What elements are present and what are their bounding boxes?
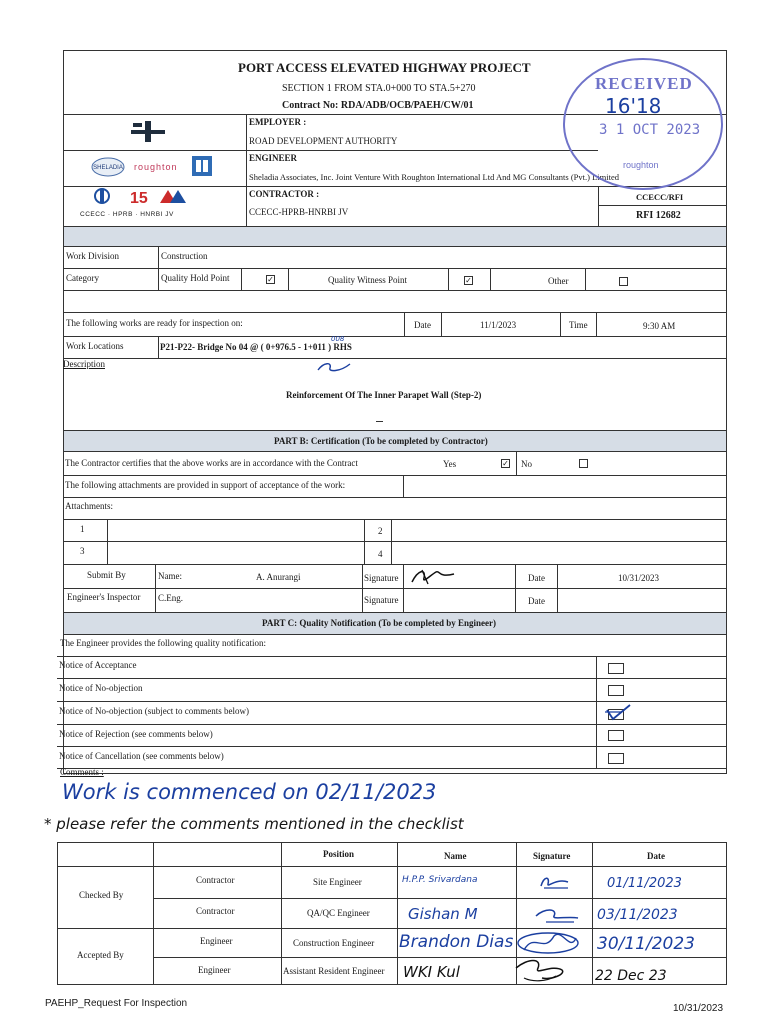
yes-label: Yes: [443, 459, 457, 469]
inspection-date: 11/1/2023: [480, 320, 517, 330]
checkmark-icon: [602, 702, 632, 722]
yes-checkbox[interactable]: ✓: [502, 459, 509, 468]
row3-date: 30/11/2023: [597, 934, 695, 954]
inspector-name: C.Eng.: [158, 593, 184, 603]
submit-date: 10/31/2023: [618, 573, 660, 583]
submit-by-label: Submit By: [87, 570, 126, 580]
section-text: SECTION 1 FROM STA.0+000 TO STA.5+270: [282, 83, 476, 94]
row1-signature: [538, 872, 572, 892]
checked-by-label: Checked By: [79, 890, 124, 900]
employer-label: EMPLOYER :: [249, 117, 307, 127]
received-stamp: [563, 58, 723, 190]
comment-line-2: * please refer the comments mentioned in the checklist: [44, 815, 464, 833]
row4-position: Assistant Resident Engineer: [283, 966, 385, 976]
footer-date: 10/31/2023: [673, 1003, 724, 1014]
engineer-label: ENGINEER: [249, 153, 298, 163]
inspection-time: 9:30 AM: [643, 321, 676, 331]
stamp-received-text: RECEIVED: [595, 74, 693, 93]
work-description: Reinforcement Of The Inner Parapet Wall (Step-2): [286, 390, 482, 400]
row1-party: Contractor: [196, 875, 235, 885]
inspection-date-label: Date: [414, 320, 431, 330]
row4-signature: [512, 958, 568, 984]
accepted-by-label: Accepted By: [77, 950, 124, 960]
attachment-number-1: 1: [80, 524, 85, 534]
row2-name: Gishan M: [408, 905, 478, 923]
notice-rejection-checkbox[interactable]: [608, 730, 624, 741]
row1-name: H.P.P. Srivardana: [402, 875, 478, 885]
attachments-text: The following attachments are provided in support of acceptance of the work:: [65, 480, 346, 490]
attachment-number-3: 3: [80, 546, 85, 556]
submitter-name: A. Anurangi: [256, 572, 301, 582]
location-correction: 008: [331, 335, 345, 343]
attachments-label: Attachments:: [65, 501, 113, 511]
footer-document-name: PAEHP_Request For Inspection: [45, 998, 188, 1009]
name-label: Name:: [158, 571, 182, 581]
notice-cancellation: Notice of Cancellation (see comments below): [59, 751, 224, 761]
row1-position: Site Engineer: [313, 877, 362, 887]
row3-position: Construction Engineer: [293, 938, 375, 948]
stamp-date: 3 1 OCT 2023: [599, 122, 701, 138]
row2-date: 03/11/2023: [597, 907, 678, 923]
row2-signature: [532, 904, 582, 926]
quality-witness-point-checkbox[interactable]: ✓: [465, 276, 472, 285]
description-label: Description: [63, 359, 105, 369]
notice-acceptance-checkbox[interactable]: [608, 663, 624, 674]
comment-line-1: Work is commenced on 02/11/2023: [62, 780, 437, 804]
rfi-number: RFI 12682: [636, 210, 681, 221]
row2-party: Contractor: [196, 906, 235, 916]
svg-text:15: 15: [130, 190, 148, 207]
notice-rejection: Notice of Rejection (see comments below): [59, 729, 213, 739]
svg-text:SHELADIA: SHELADIA: [93, 165, 123, 171]
sheladia-logo: [90, 156, 126, 178]
quality-hold-point-checkbox[interactable]: ✓: [267, 275, 274, 284]
stamp-number: 16'18: [605, 94, 662, 118]
quality-witness-point-label: Quality Witness Point: [328, 275, 407, 285]
contractor-logos: [90, 187, 190, 207]
col-date: Date: [647, 851, 665, 861]
contractor-logo-caption: CCECC · HPRB · HNRBI JV: [80, 211, 174, 218]
category-label: Category: [66, 273, 99, 283]
contractor-label: CONTRACTOR :: [249, 189, 320, 199]
notice-cancellation-checkbox[interactable]: [608, 753, 624, 764]
col-signature: Signature: [533, 851, 571, 861]
col-position: Position: [323, 849, 355, 859]
other-label: Other: [548, 276, 569, 286]
quality-notification-intro: The Engineer provides the following quality notification:: [60, 638, 266, 648]
notice-no-objection: Notice of No-objection: [59, 683, 143, 693]
comments-label: Comments :: [60, 767, 104, 777]
row4-party: Engineer: [198, 965, 231, 975]
mg-logo: [191, 155, 213, 177]
submitter-signature: [408, 566, 458, 586]
engineer-name: Sheladia Associates, Inc. Joint Venture With Roughton International Ltd And MG Consultants (Pvt.) Limited: [249, 172, 619, 182]
row1-date: 01/11/2023: [607, 876, 682, 891]
no-checkbox[interactable]: [579, 459, 588, 468]
row3-party: Engineer: [200, 936, 233, 946]
work-locations-label: Work Locations: [66, 341, 124, 351]
initial-mark: [316, 360, 352, 374]
work-division-value: Construction: [161, 251, 208, 261]
rfi-ref-prefix: CCECC/RFI: [636, 192, 684, 202]
attachment-number-4: 4: [378, 549, 383, 559]
contractor-name: CCECC-HPRB-HNRBI JV: [249, 207, 349, 217]
attachment-number-2: 2: [378, 526, 383, 536]
no-label: No: [521, 459, 532, 469]
contract-number: Contract No: RDA/ADB/OCB/PAEH/CW/01: [282, 100, 474, 111]
inspection-time-label: Time: [569, 320, 588, 330]
row4-date: 22 Dec 23: [595, 968, 667, 984]
submit-date-label: Date: [528, 573, 545, 583]
notice-no-objection-checkbox[interactable]: [608, 685, 624, 696]
notice-acceptance: Notice of Acceptance: [59, 660, 137, 670]
other-checkbox[interactable]: [619, 277, 628, 286]
row4-name: WKI Kul: [403, 963, 460, 981]
row3-name: Brandon Dias: [399, 932, 514, 952]
work-division-label: Work Division: [66, 251, 120, 261]
work-location-value: P21-P22- Bridge No 04 @ ( 0+976.5 - 1+011 ) RHS: [160, 342, 352, 352]
inspector-date-label: Date: [528, 596, 545, 606]
part-c-title: PART C: Quality Notification (To be completed by Engineer): [262, 618, 497, 628]
stamp-footer: roughton: [623, 160, 659, 170]
ready-for-inspection-text: The following works are ready for inspection on:: [66, 318, 243, 328]
project-title: PORT ACCESS ELEVATED HIGHWAY PROJECT: [238, 60, 531, 75]
row2-position: QA/QC Engineer: [307, 908, 370, 918]
row3-signature: [514, 930, 582, 956]
rda-logo: [128, 118, 168, 144]
quality-hold-point-label: Quality Hold Point: [161, 273, 230, 283]
signature-label: Signature: [364, 573, 399, 583]
part-b-title: PART B: Certification (To be completed by Contractor): [274, 436, 488, 446]
employer-name: ROAD DEVELOPMENT AUTHORITY: [249, 136, 398, 146]
contractor-certifies-text: The Contractor certifies that the above works are in accordance with the Contract: [65, 458, 358, 468]
engineers-inspector-label: Engineer's Inspector: [67, 592, 141, 602]
notice-no-objection-subject: Notice of No-objection (subject to comments below): [59, 706, 249, 716]
inspector-signature-label: Signature: [364, 595, 399, 605]
roughton-logo-text: roughton: [134, 162, 178, 172]
col-name: Name: [444, 851, 467, 861]
